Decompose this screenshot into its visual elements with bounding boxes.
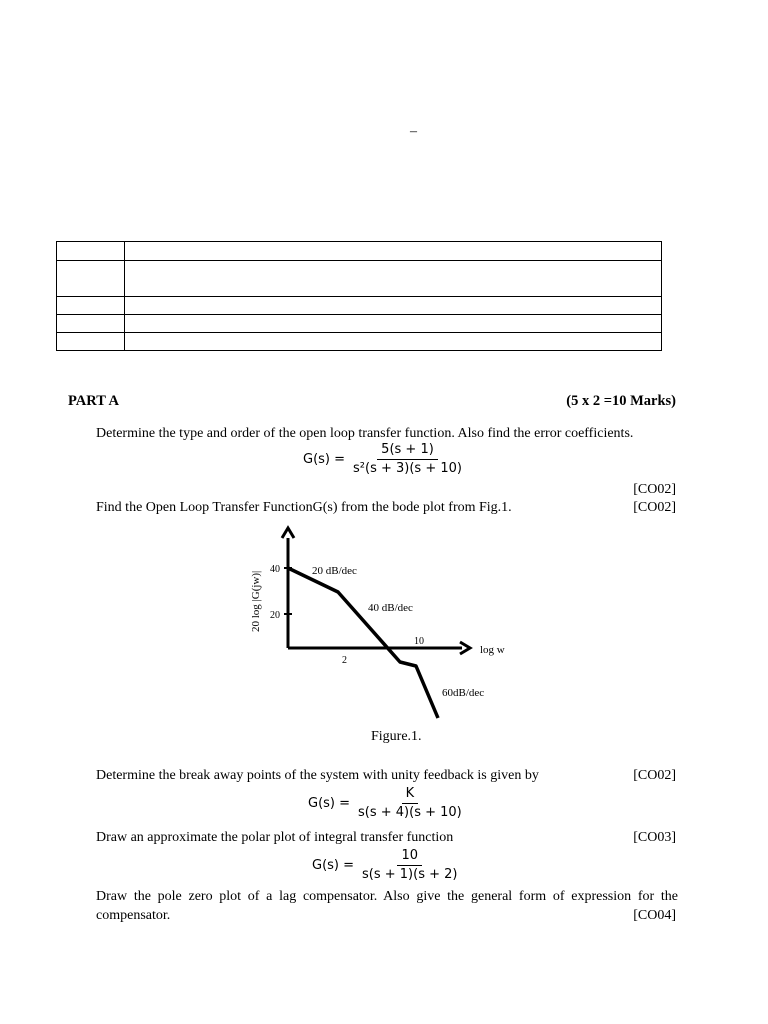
- equation-numerator: 5(s + 1): [377, 442, 438, 460]
- equation-numerator: K: [402, 786, 419, 804]
- question-5-co: [CO04]: [633, 908, 676, 923]
- slope-label-20: 20 dB/dec: [312, 565, 357, 577]
- question-3-co: [CO02]: [633, 768, 676, 783]
- question-4-co: [CO03]: [633, 830, 676, 845]
- question-5-text-continued: compensator.: [96, 908, 171, 923]
- question-4-equation: [312, 848, 461, 883]
- equation-fraction: [349, 442, 466, 477]
- question-1-equation: [303, 442, 466, 477]
- blank-details-table: [56, 241, 662, 351]
- y-axis-arrow-icon: [282, 528, 294, 538]
- equation-numerator: 10: [397, 848, 422, 866]
- bode-plot-figure: [240, 522, 520, 722]
- question-4-text: Draw an approximate the polar plot of integral transfer function: [96, 830, 454, 845]
- question-3-equation: [308, 786, 466, 821]
- slope-label-60: 60dB/dec: [442, 687, 485, 699]
- slope-label-40: 40 dB/dec: [368, 602, 413, 614]
- y-axis-label: 20 log |G(jw)|: [250, 570, 262, 632]
- equation-denominator: s(s + 4)(s + 10): [358, 805, 462, 820]
- equation-fraction: [358, 848, 461, 883]
- equation-denominator: s(s + 1)(s + 2): [362, 867, 458, 882]
- x-tick-label-10: 10: [414, 636, 424, 647]
- y-tick-label-20: 20: [270, 610, 280, 621]
- question-1-text: Determine the type and order of the open loop transfer function. Also find the error coefficients.: [96, 426, 634, 441]
- part-title: PART A: [68, 393, 119, 409]
- question-2-text: Find the Open Loop Transfer FunctionG(s) from the bode plot from Fig.1.: [96, 500, 512, 515]
- part-marks: (5 x 2 =10 Marks): [566, 393, 676, 409]
- equation-denominator: s²(s + 3)(s + 10): [353, 461, 462, 476]
- header-dash: –: [410, 124, 417, 139]
- figure-caption: Figure.1.: [371, 729, 422, 744]
- question-2-co: [CO02]: [633, 500, 676, 515]
- x-axis-label: log w: [480, 644, 505, 656]
- question-5-text: Draw the pole zero plot of a lag compensator. Also give the general form of expression for the: [96, 889, 678, 904]
- equation-lhs: G(s) =: [308, 796, 351, 811]
- x-tick-label-2: 2: [342, 655, 347, 666]
- equation-fraction: [354, 786, 466, 821]
- equation-lhs: G(s) =: [312, 858, 355, 873]
- question-1-co: [CO02]: [633, 482, 676, 497]
- equation-lhs: G(s) =: [303, 452, 346, 467]
- question-3-text: Determine the break away points of the system with unity feedback is given by: [96, 768, 539, 783]
- y-tick-label-40: 40: [270, 564, 280, 575]
